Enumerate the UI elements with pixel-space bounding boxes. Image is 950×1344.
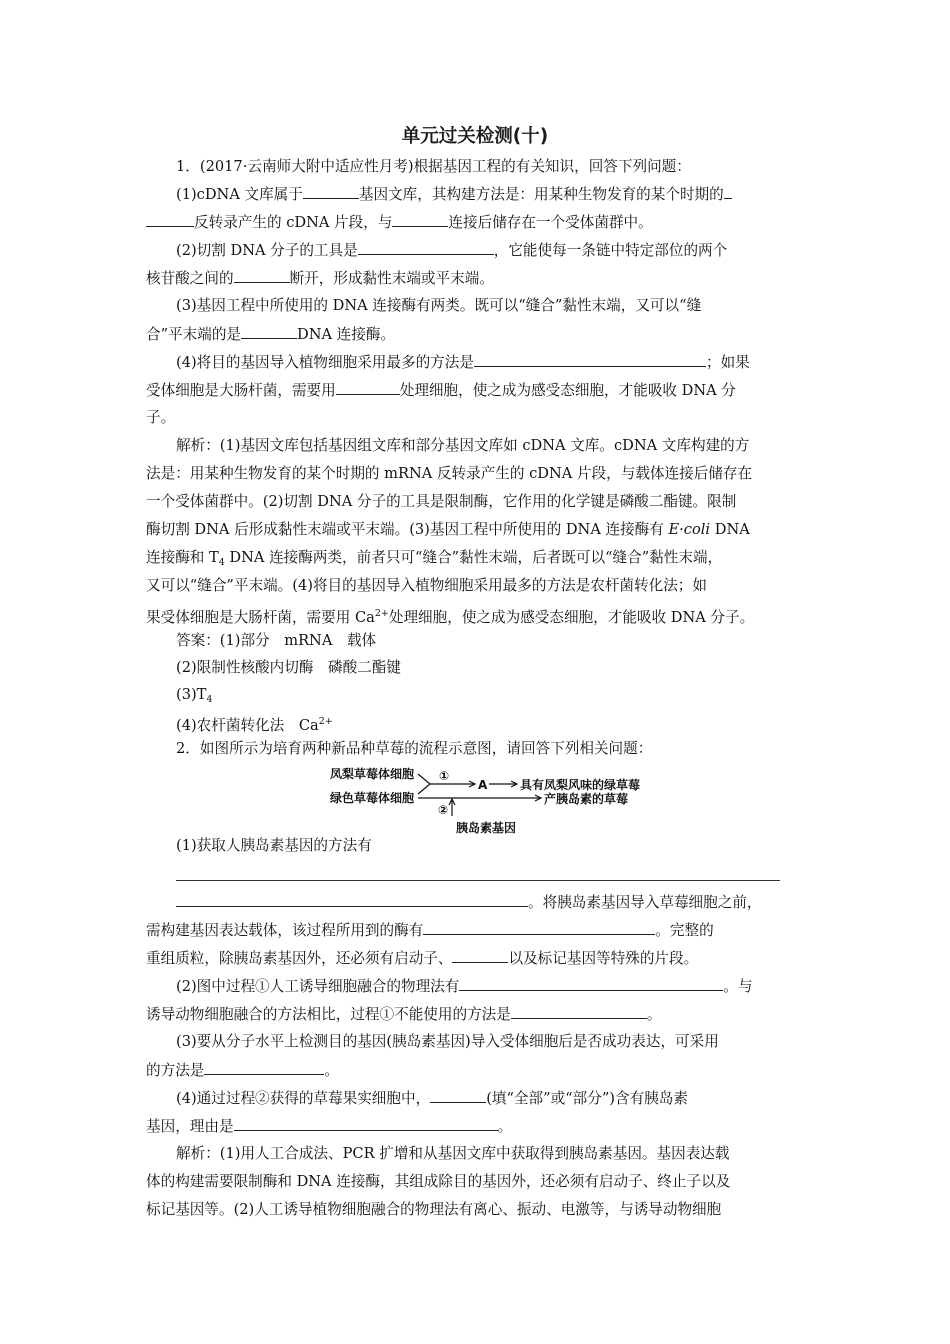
diagram-output1: 具有凤梨风味的绿草莓 (520, 778, 641, 792)
answer-blank[interactable] (511, 1004, 647, 1019)
q1-answer-line3: $(3)T_4$ (176, 686, 213, 705)
q2-part3-line1: (3)要从分子水平上检测目的基因(胰岛素基因)导入受体细胞后是否成功表达，可采用 (176, 1033, 719, 1050)
answer-blank[interactable] (204, 1060, 324, 1075)
answer-line[interactable] (176, 880, 780, 881)
answer-blank[interactable] (234, 1116, 498, 1131)
answer-blank[interactable] (241, 324, 297, 339)
q2-part2-line2: 诱导动物细胞融合的方法相比，过程①不能使用的方法是 。 (146, 1006, 662, 1023)
q1-explanation-line6: 又可以“缝合”平末端。(4)将目的基因导入植物细胞采用最多的方法是农杆菌转化法；如 (146, 577, 707, 594)
answer-blank[interactable] (423, 920, 655, 935)
answer-blank[interactable] (459, 976, 723, 991)
answer-blank[interactable] (430, 1088, 486, 1103)
q1-part1-line1: (1)cDNA 文库属于 基因文库，其构建方法是：用某种生物发育的某个时期的 (176, 184, 732, 205)
diagram-step2: ② (438, 803, 449, 817)
q1-part3-line2: 合”平末端的是 DNA 连接酶。 (146, 326, 396, 343)
q2-part1-line4: 重组质粒，除胰岛素基因外，还必须有启动子、 以及标记基因等特殊的片段。 (146, 950, 699, 967)
q2-stem: 2．如图所示为培育两种新品种草莓的流程示意图，请回答下列相关问题： (176, 740, 653, 757)
diagram-step1: ① (439, 769, 450, 783)
diagram-output2: 产胰岛素的草莓 (544, 792, 629, 806)
answer-blank[interactable] (176, 892, 528, 907)
q1-explanation-line5: 连接酶和 $T_4$ DNA 连接酶两类，前者只可“缝合”黏性末端，后者既可以“缝合”黏性末端， (146, 549, 723, 568)
q1-part2-line2: 核苷酸之间的 断开，形成黏性末端或平末端。 (146, 270, 494, 287)
q1-part4-line1: (4)将目的基因导入植物细胞采用最多的方法是 ；如果 (176, 354, 750, 371)
q2-part4-line1: (4)通过过程②获得的草莓果实细胞中， (填“全部”或“部分”)含有胰岛素 (176, 1090, 688, 1107)
q1-explanation-line7: 果受体细胞是大肠杆菌，需要用 $Ca^{2+}$处理细胞，使之成为感受态细胞，才能吸收 DNA 分子。 (146, 608, 755, 626)
q1-part2-line1: (2)切割 DNA 分子的工具是 ，它能使每一条链中特定部位的两个 (176, 242, 728, 259)
q2-part2-line1: (2)图中过程①人工诱导细胞融合的物理法有 。与 (176, 978, 753, 995)
answer-blank[interactable] (724, 184, 732, 199)
q1-answer-line4: (4)农杆菌转化法 $Ca^{2+}$ (176, 716, 333, 734)
q2-part3-line2: 的方法是 。 (146, 1062, 339, 1079)
answer-blank[interactable] (336, 380, 400, 395)
q2-part1-line2: 。将胰岛素基因导入草莓细胞之前， (176, 892, 762, 913)
strawberry-breeding-flow-diagram (326, 764, 656, 836)
diagram-merge-bracket (418, 774, 430, 794)
q2-explanation-line3: 标记基因等。(2)人工诱导植物细胞融合的物理法有离心、振动、电激等，与诱导动物细胞 (146, 1201, 722, 1218)
diagram-node-a: A (478, 778, 488, 792)
q1-part4-line3: 子。 (146, 409, 176, 426)
q2-part1-line1: (1)获取人胰岛素基因的方法有 (176, 837, 372, 854)
answer-blank[interactable] (358, 240, 494, 255)
q1-explanation-line2: 法是：用某种生物发育的某个时期的 mRNA 反转录产生的 cDNA 片段，与载体连接后储存在 (146, 465, 753, 482)
q1-part1-line2: 反转录产生的 cDNA 片段，与 连接后储存在一个受体菌群中。 (146, 212, 653, 233)
q1-answer-line1: 答案：(1)部分 mRNA 载体 (176, 632, 377, 649)
diagram-cell1-label: 凤梨草莓体细胞 (330, 767, 415, 781)
answer-blank[interactable] (303, 184, 359, 199)
answer-blank[interactable] (452, 948, 508, 963)
q1-explanation-line3: 一个受体菌群中。(2)切割 DNA 分子的工具是限制酶，它作用的化学键是磷酸二酯键。限制 (146, 493, 737, 510)
answer-blank[interactable] (474, 352, 706, 367)
q1-explanation-line4: 酶切割 DNA 后形成黏性末端或平末端。(3)基因工程中所使用的 DNA 连接酶有 E·coli DNA (146, 521, 750, 538)
q2-part4-line2: 基因，理由是 。 (146, 1118, 513, 1135)
q2-part1-line3: 需构建基因表达载体，该过程所用到的酶有 。完整的 (146, 922, 714, 939)
q1-part4-line2: 受体细胞是大肠杆菌，需要用 处理细胞，使之成为感受态细胞，才能吸收 DNA 分 (146, 382, 736, 399)
q1-answer-line2: (2)限制性核酸内切酶 磷酸二酯键 (176, 659, 401, 676)
answer-blank[interactable] (234, 268, 290, 283)
q1-stem: 1．(2017·云南师大附中适应性月考)根据基因工程的有关知识，回答下列问题： (176, 158, 691, 175)
q1-explanation-line1: 解析：(1)基因文库包括基因组文库和部分基因文库如 cDNA 文库。cDNA 文库构建的方 (176, 437, 750, 454)
answer-blank[interactable] (392, 212, 448, 227)
q1-part3-line1: (3)基因工程中所使用的 DNA 连接酶有两类。既可以“缝合”黏性末端，又可以“缝 (176, 297, 702, 314)
answer-blank[interactable] (146, 212, 194, 227)
q2-explanation-line1: 解析：(1)用人工合成法、PCR 扩增和从基因文库中获取得到胰岛素基因。基因表达载 (176, 1145, 730, 1162)
diagram-cell2-label: 绿色草莓体细胞 (330, 791, 415, 805)
diagram-gene-label: 胰岛素基因 (456, 821, 517, 835)
page-title: 单元过关检测(十) (401, 126, 549, 147)
q2-explanation-line2: 体的构建需要限制酶和 DNA 连接酶，其组成除目的基因外，还必须有启动子、终止子以及 (146, 1173, 731, 1190)
